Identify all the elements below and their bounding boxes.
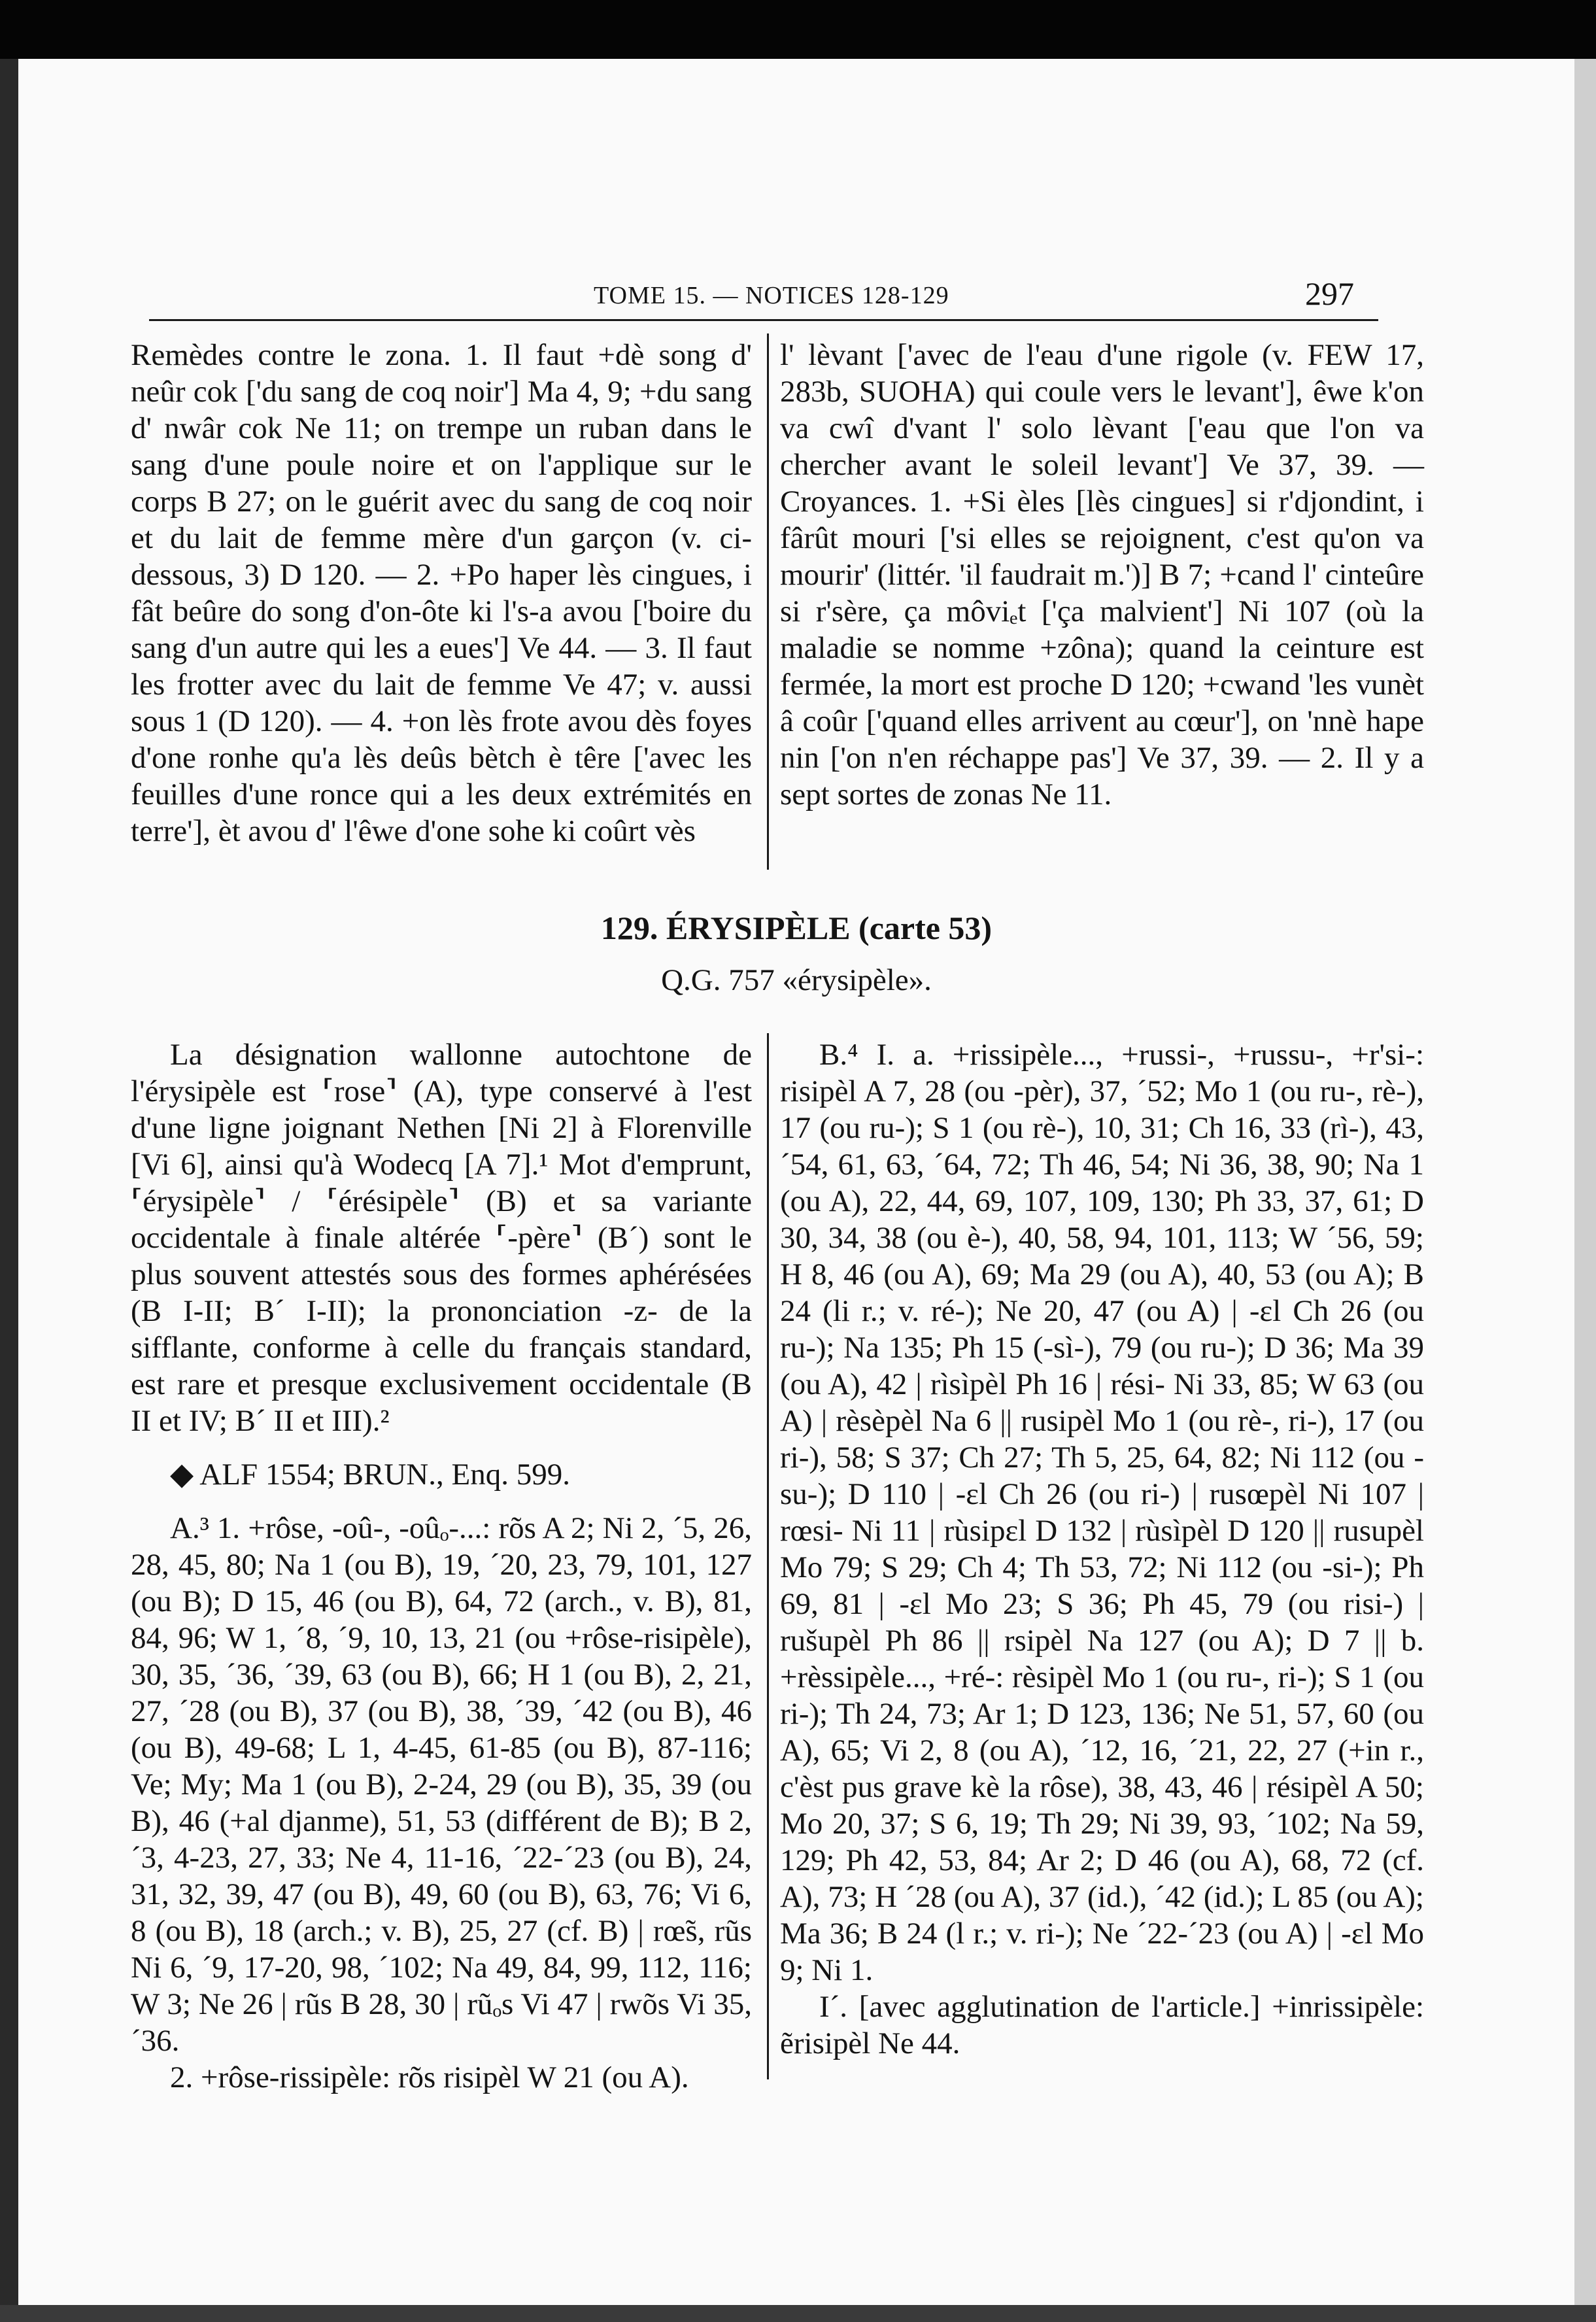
section-a1: A.³ 1. +rôse, -oû-, -oûₒ-...: rõs A 2; Ni 2, ´5, 26, 28, 45, 80; Na 1 (ou B), 19, ´20, 23, 79, 101, 127 (ou B); D 15, 46 (ou B), 64, 72 (arch., v. B), 81, 84, 96; W 1, ´8, ´9, 10, 13, 21 (ou +rôse-risipèle), 30, 35, ´36, ´39, 63 (ou B), 66; H 1 (ou B), 2, 21, 27, ´28 (ou B), 37 (ou B), 38, ´39, ´42 (ou B), 46 (ou B), 49-68; L 1, 4-45, 61-85 (ou B), 87-116; Ve; My; Ma 1 (ou B), 2-24, 29 (ou B), 35, 39 (ou B), 46 (+al djanme), 51, 53 (différent de B); B 2, ´3, 4-23, 27, 33; Ne 4, 11-16, ´22-´23 (ou B), 24, 31, 32, 39, 47 (ou B), 49, 60 (ou B), 63, 76; Vi 6, 8 (ou B), 18 (arch.; v. B), 25, 27 (cf. B) | rœ̃s, rũs Ni 6, ´9, 17-20, 98, ´102; Na 49, 84, 99, 112, 116; W 3; Ne 26 | rũs B 28, 30 | rũₒs Vi 47 | rwõs Vi 35, ´36.	[131, 1511, 752, 2058]
column-divider-top	[767, 333, 769, 870]
paragraph-remedies: Remèdes contre le zona. 1. Il faut +dè song d' neûr cok ['du sang de coq noir'] Ma 4, 9; +du sang d' nwâr cok Ne 11; on trempe un ruban dans le sang d'une poule noire et on l'applique sur le corps B 27; on le guérit avec du sang de coq noir et du lait de femme mère d'un garçon (v. ci-dessous, 3) D 120. — 2. +Po haper lès cingues, i fât beûre do song d'on-ôte ki l's-a avou ['boire du sang d'un autre qui les a eues'] Ve 44. — 3. Il faut les frotter avec du lait de femme Ve 47; v. aussi sous 1 (D 120). — 4. +on lès frote avou dès foyes d'one ronhe qu'a lès deûs bètch è têre ['avec les feuilles d'une ronce qui a les deux extrémités en terre'], èt avou d' l'êwe d'one sohe ki coûrt vès	[131, 338, 752, 848]
top-right-column	[780, 337, 1424, 813]
section-b1-prime: I´. [avec agglutination de l'article.] +inrissipèle: ẽrisipèl Ne 44.	[780, 1990, 1424, 2060]
intro-paragraph: La désignation wallonne autochtone de l'érysipèle est ⸢rose⸣ (A), type conservé à l'est d'une ligne joignant Nethen [Ni 2] à Florenville [Vi 6], ainsi qu'à Wodecq [A 7].¹ Mot d'emprunt, ⸢érysipèle⸣ / ⸢érésipèle⸣ (B) et sa variante occidentale à finale altérée ⸢-père⸣ (B´) sont le plus souvent attestés sous des formes aphérésées (B I-II; B´ I-II); la prononciation -z- de la sifflante, conforme à celle du français standard, est rare et presque exclusivement occidentale (B II et IV; B´ II et III).²	[131, 1038, 752, 1438]
paragraph-beliefs: l' lèvant ['avec de l'eau d'une rigole (v. FEW 17, 283b, SUOHA) qui coule vers le levant'], êwe k'on va cwî d'vant l' solo lèvant ['eau que l'on va chercher avant le soleil levant'] Ve 37, 39. — Croyances. 1. +Si èles [lès cingues] si r'djondint, i fârût mouri ['si elles se rejoignent, c'est qu'on va mourir' (littér. 'il faudrait m.')] B 7; +cand l' cinteûre si r'sère, ça môviₑt ['ça malvient'] Ni 107 (où la maladie se nomme +zôna); quand la ceinture est fermée, la mort est proche D 120; +cwand 'les vunèt â coûr ['quand elles arrivent au cœur'], on 'nnè hape nin ['on n'en réchappe pas'] Ve 37, 39. — 2. Il y a sept sortes de zonas Ne 11.	[780, 338, 1424, 811]
scan-bottom-border	[0, 2305, 1596, 2322]
scan-right-border	[1574, 59, 1596, 2322]
section-b1: B.⁴ I. a. +rissipèle..., +russi-, +russu-, +r'si-: risipèl A 7, 28 (ou -pèr), 37, ´52; Mo 1 (ou ru-, rè-), 17 (ou ru-); S 1 (ou rè-), 10, 31; Ch 16, 33 (rì-), 43, ´54, 61, 63, ´64, 72; Th 46, 54; Ni 36, 38, 90; Na 1 (ou A), 22, 44, 69, 107, 109, 130; Ph 33, 37, 61; D 30, 34, 38 (ou è-), 40, 58, 94, 101, 113; W ´56, 59; H 8, 46 (ou A), 69; Ma 29 (ou A), 40, 53 (ou A); B 24 (li r.; v. ré-); Ne 20, 47 (ou A) | -ɛl Ch 26 (ou ru-); Na 135; Ph 15 (-sì-), 79 (ou ru-); D 36; Ma 39 (ou A), 42 | rìsìpèl Ph 16 | rési- Ni 33, 85; W 63 (ou A) | rèsèpèl Na 6 || rusipèl Mo 1 (ou rè-, ri-), 17 (ou ri-), 58; S 37; Ch 27; Th 5, 25, 64, 82; Ni 112 (ou -su-); D 110 | -ɛl Ch 26 (ou ri-) | rusœpèl Ni 107 | rœsi- Ni 11 | rùsipɛl D 132 | rùsìpèl D 120 || rusupèl Mo 79; S 29; Ch 4; Th 53, 72; Ni 112 (ou -si-); Ph 69, 81 | -ɛl Mo 23; S 36; Ph 45, 79 (ou risi-) | rušupèl Ph 86 || rsipèl Na 127 (ou A); D 7 || b. +rèssipèle..., +ré-: rèsipèl Mo 1 (ou ru-, ri-); S 1 (ou ri-); Th 24, 73; Ar 1; D 123, 136; Ne 51, 57, 60 (ou A), 65; Vi 2, 8 (ou A), ´12, 16, ´21, 22, 27 (+in r., c'èst pus grave kè la rôse), 38, 43, 46 | résipèl A 50; Mo 20, 37; S 6, 19; Th 29; Ni 39, 93, ´102; Na 59, 129; Ph 42, 53, 84; Ar 2; D 46 (ou A), 68, 72 (cf. A), 73; H ´28 (ou A), 37 (id.), ´42 (id.); L 85 (ou A); Ma 36; B 24 (l r.; v. ri-); Ne ´22-´23 (ou A) | -ɛl Mo 9; Ni 1.	[780, 1038, 1424, 1987]
section-a2: 2. +rôse-rissipèle: rõs risipèl W 21 (ou A).	[170, 2060, 689, 2094]
header-rule	[149, 319, 1378, 321]
scan-left-border	[0, 59, 18, 2322]
page-number: 297	[1305, 275, 1354, 312]
references-line: ◆ ALF 1554; BRUN., Enq. 599.	[170, 1458, 570, 1492]
page	[18, 59, 1574, 2322]
article-reference: Q.G. 757 «érysipèle».	[661, 963, 932, 997]
column-divider-article	[767, 1033, 769, 2079]
scan-top-border	[0, 0, 1596, 59]
article-title: 129. ÉRYSIPÈLE (carte 53)	[600, 910, 993, 946]
article-left-column	[131, 1036, 752, 2096]
running-head: TOME 15. — NOTICES 128-129	[594, 282, 949, 309]
article-right-column	[780, 1036, 1424, 2062]
top-left-column	[131, 337, 752, 849]
